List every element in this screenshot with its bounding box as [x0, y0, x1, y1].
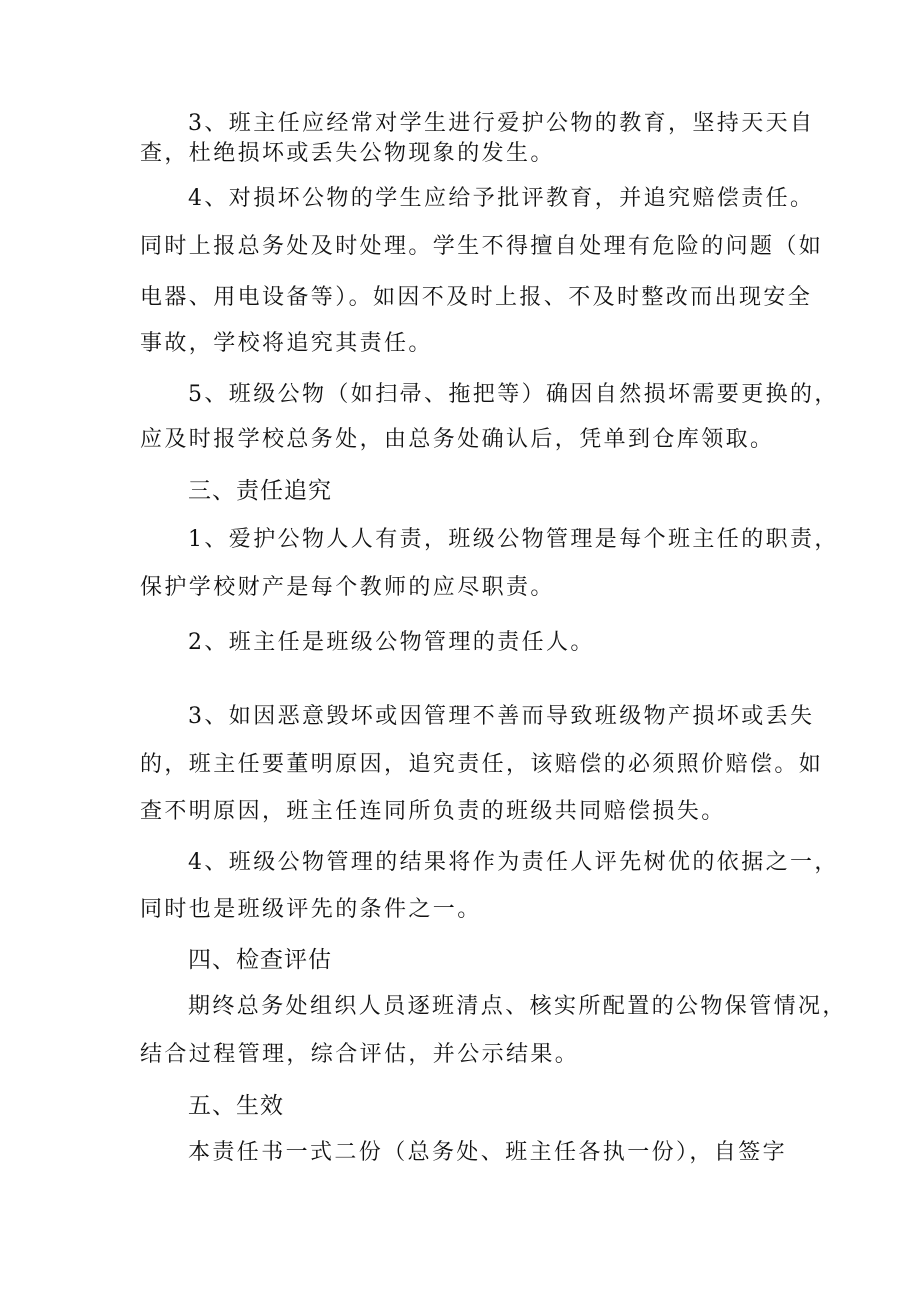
paragraph-line: 保护学校财产是每个教师的应尽职责。	[140, 575, 555, 600]
paragraph-line: 期终总务处组织人员逐班清点、核实所配置的公物保管情况，	[188, 994, 847, 1019]
section-heading: 三、责任追究	[188, 478, 332, 504]
paragraph-line: 1、爱护公物人人有责，班级公物管理是每个班主任的职责，	[188, 527, 839, 552]
section-heading: 四、检查评估	[188, 947, 332, 973]
paragraph-line: 同时上报总务处及时处理。学生不得擅自处理有危险的问题（如	[140, 234, 824, 259]
paragraph-line: 4、班级公物管理的结果将作为责任人评先树优的依据之一，	[188, 850, 839, 875]
paragraph-line: 查，杜绝损坏或丢失公物现象的发生。	[140, 141, 555, 166]
paragraph-line: 5、班级公物（如扫帚、拖把等）确因自然损坏需要更换的，	[188, 382, 839, 407]
paragraph-line: 事故，学校将追究其责任。	[140, 331, 433, 356]
paragraph-line: 同时也是班级评先的条件之一。	[140, 897, 482, 922]
paragraph-line: 查不明原因，班主任连同所负责的班级共同赔偿损失。	[140, 799, 726, 824]
paragraph-line: 3、班主任应经常对学生进行爱护公物的教育，坚持天天自	[188, 111, 815, 136]
paragraph-line: 3、如因恶意毁坏或因管理不善而导致班级物产损坏或丢失	[188, 704, 815, 729]
paragraph-line: 电器、用电设备等）。如因不及时上报、不及时整改而出现安全	[140, 285, 813, 310]
paragraph-line: 2、班主任是班级公物管理的责任人。	[188, 630, 595, 655]
section-heading: 五、生效	[188, 1093, 284, 1119]
paragraph-line: 结合过程管理，综合评估，并公示结果。	[140, 1042, 580, 1067]
paragraph-line: 的，班主任要董明原因，追究责任，该赔偿的必须照价赔偿。如	[140, 752, 824, 777]
paragraph-line: 4、对损坏公物的学生应给予批评教育，并追究赔偿责任。	[188, 186, 815, 211]
paragraph-line: 本责任书一式二份（总务处、班主任各执一份），自签字	[188, 1140, 788, 1165]
paragraph-line: 应及时报学校总务处，由总务处确认后，凭单到仓库领取。	[140, 427, 775, 452]
